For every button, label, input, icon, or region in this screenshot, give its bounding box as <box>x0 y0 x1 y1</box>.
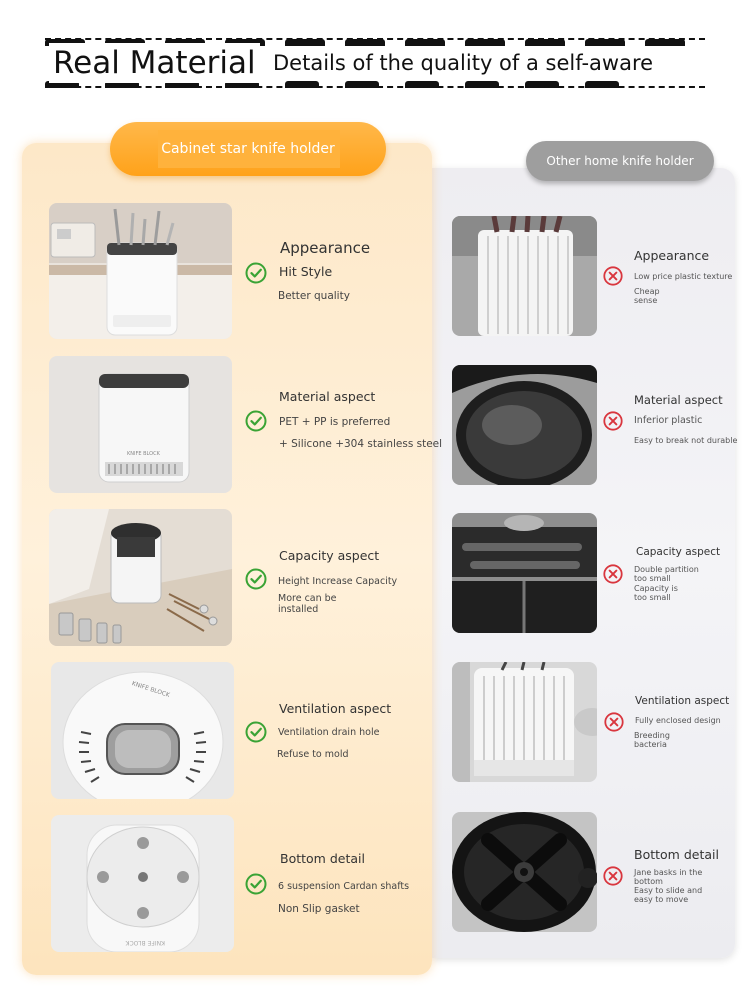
check-circle-icon <box>245 410 267 432</box>
left-detail-line: PET + PP is preferred <box>279 416 391 428</box>
left-detail-line: 6 suspension Cardan shafts <box>278 881 410 892</box>
left-heading-appearance: Appearance <box>280 239 371 257</box>
left-detail-line: Non Slip gasket <box>278 903 360 915</box>
product-photo-capacity <box>49 509 232 646</box>
left-heading-ventilation: Ventilation aspect <box>279 701 392 716</box>
left-detail-line: Hit Style <box>279 264 333 279</box>
product-photo-appearance <box>49 203 232 339</box>
left-detail-line: Ventilation drain hole <box>278 727 380 738</box>
right-detail-line: Double partition too small <box>634 565 699 583</box>
check-circle-icon <box>245 262 267 284</box>
competitor-photo-ventilation <box>452 662 597 782</box>
cabinet-star-label-badge <box>110 122 386 176</box>
right-detail-line: Jane basks in the bottom <box>634 868 703 886</box>
page-subtitle: Details of the quality of a self-aware <box>267 47 659 79</box>
page-header <box>45 38 705 88</box>
svg-text:KNIFE BLOCK: KNIFE BLOCK <box>127 451 160 457</box>
right-detail-line: Fully enclosed design <box>635 716 721 725</box>
product-photo-ventilation <box>51 662 234 799</box>
svg-text:KNIFE BLOCK: KNIFE BLOCK <box>125 939 165 946</box>
left-detail-line: Better quality <box>278 290 350 302</box>
left-detail-line: More can be installed <box>278 593 337 615</box>
left-heading-bottom: Bottom detail <box>280 851 365 866</box>
svg-text:KNIFE BLOCK: KNIFE BLOCK <box>130 680 171 699</box>
right-detail-line: Capacity is too small <box>634 584 678 602</box>
left-heading-capacity: Capacity aspect <box>279 548 380 563</box>
check-circle-icon <box>245 721 267 743</box>
check-circle-icon <box>245 568 267 590</box>
right-detail-line: Breeding bacteria <box>634 731 670 749</box>
check-circle-icon <box>245 873 267 895</box>
x-circle-icon <box>604 712 624 732</box>
competitor-photo-bottom <box>452 812 597 932</box>
competitor-photo-material <box>452 365 597 485</box>
right-heading-capacity: Capacity aspect <box>636 546 721 558</box>
competitor-photo-appearance <box>452 216 597 336</box>
right-heading-appearance: Appearance <box>634 248 710 263</box>
other-holder-label: Other home knife holder <box>546 154 694 168</box>
left-detail-line: Height Increase Capacity <box>278 576 398 587</box>
cabinet-star-label: Cabinet star knife holder <box>161 141 335 157</box>
page-title: Real Material <box>49 43 260 83</box>
left-heading-material: Material aspect <box>279 389 376 404</box>
x-circle-icon <box>603 866 623 886</box>
right-detail-line: Easy to break not durable <box>634 436 738 445</box>
product-photo-material <box>49 356 232 493</box>
competitor-photo-capacity <box>452 513 597 633</box>
header-dashed-line-top <box>45 38 705 40</box>
right-detail-line: Easy to slide and easy to move <box>634 886 703 904</box>
left-detail-line: + Silicone +304 stainless steel <box>279 438 443 450</box>
header-dashed-line-bottom <box>45 86 705 88</box>
right-detail-line: Inferior plastic <box>634 415 703 426</box>
x-circle-icon <box>603 411 623 431</box>
x-circle-icon <box>603 564 623 584</box>
right-detail-line: Cheap sense <box>634 287 660 305</box>
left-detail-line: Refuse to mold <box>277 749 349 760</box>
product-photo-bottom <box>51 815 234 952</box>
right-heading-ventilation: Ventilation aspect <box>635 695 730 707</box>
other-holder-label-badge <box>526 141 714 181</box>
x-circle-icon <box>603 266 623 286</box>
right-heading-bottom: Bottom detail <box>634 847 719 862</box>
right-heading-material: Material aspect <box>634 393 723 407</box>
right-detail-line: Low price plastic texture <box>634 272 733 281</box>
